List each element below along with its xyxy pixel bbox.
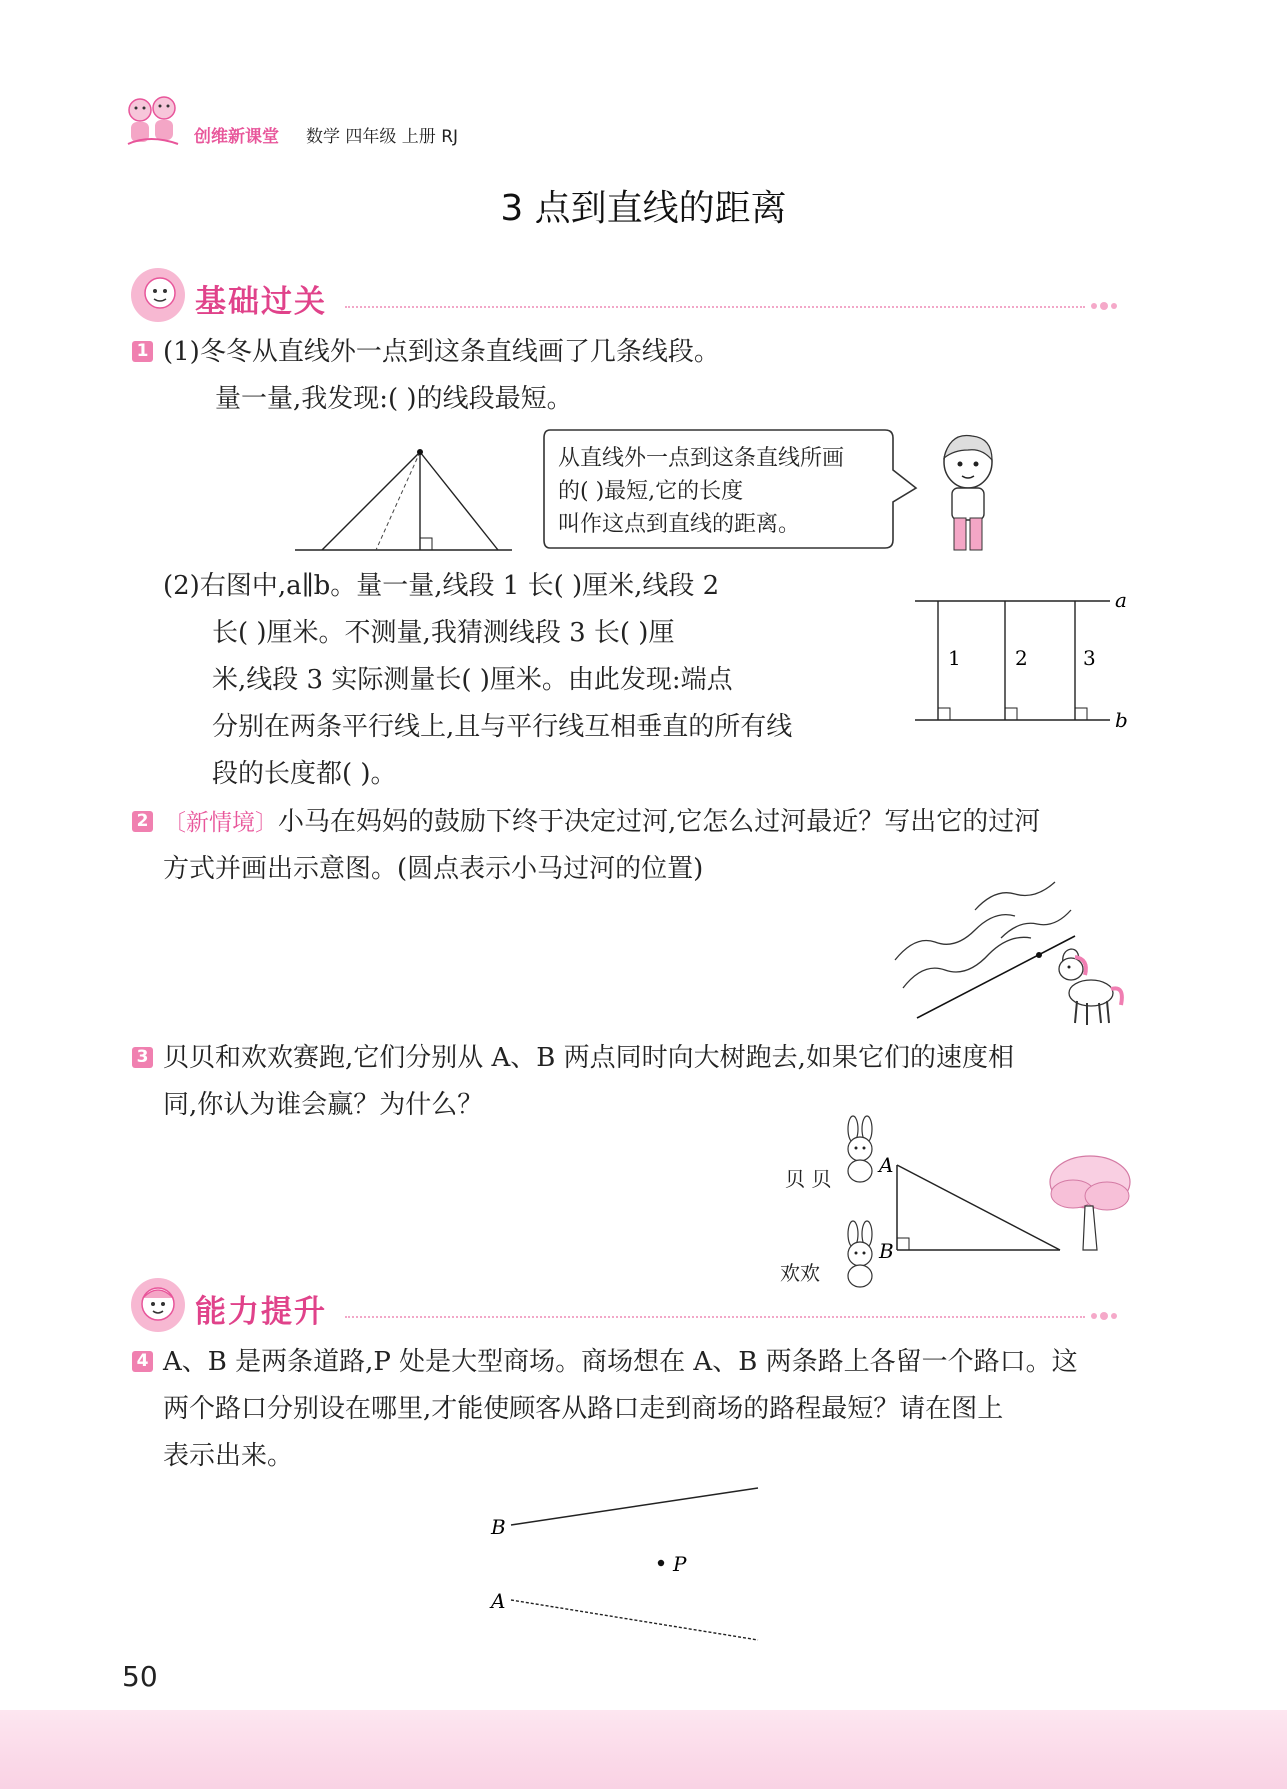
q3-line1: 贝贝和欢欢赛跑,它们分别从 A、B 两点同时向大树跑去,如果它们的速度相	[163, 1043, 1014, 1073]
page-header	[120, 88, 640, 158]
brand-name: 创维新课堂	[194, 127, 279, 147]
question-number-3: 3	[132, 1047, 153, 1068]
section-divider	[345, 306, 1085, 308]
q1-part2-line1: (2)右图中,a∥b。量一量,线段 1 长( )厘米,线段 2	[163, 571, 720, 601]
teacher-avatar-icon	[129, 266, 187, 324]
dots-decoration-icon	[1089, 1308, 1119, 1324]
bubble-line-1: 从直线外一点到这条直线所画	[558, 446, 845, 471]
point-b-label: B	[879, 1239, 894, 1260]
new-context-tag: 〔新情境〕	[163, 810, 278, 836]
tree-illustration-icon	[1045, 1150, 1135, 1255]
q2-line2: 方式并画出示意图。(圆点表示小马过河的位置)	[163, 854, 704, 884]
q1-part2-line2: 长( )厘米。不测量,我猜测线段 3 长( )厘	[212, 618, 675, 648]
page-number: 50	[122, 1660, 158, 1693]
road-b-label: B	[491, 1515, 506, 1539]
question-number-1: 1	[132, 341, 153, 362]
bubble-line-3: 叫作这点到直线的距离。	[558, 512, 801, 537]
lesson-title: 3 点到直线的距离	[500, 188, 787, 229]
beibei-label: 贝 贝	[785, 1167, 832, 1191]
line-a-label: a	[1115, 588, 1127, 612]
q1-part2-line3: 米,线段 3 实际测量长( )厘米。由此发现:端点	[212, 665, 733, 695]
section-header-advanced	[125, 1272, 1125, 1336]
section-title-advanced: 能力提升	[195, 1294, 327, 1330]
boy-illustration-icon	[930, 430, 1010, 555]
book-info: 数学 四年级 上册 RJ	[306, 127, 459, 147]
dots-decoration-icon	[1089, 298, 1119, 314]
road-a-label: A	[491, 1589, 506, 1613]
mall-p-label: P	[673, 1552, 687, 1576]
segment-1-label: 1	[948, 646, 961, 670]
q1-part2-line4: 分别在两条平行线上,且与平行线互相垂直的所有线	[212, 712, 793, 742]
section-title-basic: 基础过关	[195, 284, 327, 320]
roads-figure	[485, 1480, 765, 1645]
footer-band	[0, 1710, 1287, 1789]
question-number-2: 2	[132, 811, 153, 832]
q1-part1-line2: 量一量,我发现:( )的线段最短。	[215, 384, 573, 414]
q1-part1-line1: (1)冬冬从直线外一点到这条直线画了几条线段。	[163, 337, 720, 367]
bubble-line-2: 的( )最短,它的长度	[558, 479, 744, 504]
section-header-basic	[125, 262, 1125, 326]
point-a-label: A	[879, 1153, 894, 1177]
speech-bubble	[542, 428, 902, 550]
huanhuan-label: 欢欢	[780, 1261, 820, 1285]
parallel-lines-figure	[910, 585, 1135, 735]
bubble-text	[558, 442, 893, 541]
race-triangle-figure	[875, 1150, 1065, 1260]
kids-logo-icon	[120, 88, 190, 158]
q2-line1	[163, 806, 1040, 839]
segment-3-label: 3	[1083, 646, 1096, 670]
section-divider	[345, 1316, 1085, 1318]
q1-part2-line5: 段的长度都( )。	[212, 759, 397, 789]
q4-line2: 两个路口分别设在哪里,才能使顾客从路口走到商场的路程最短？请在图上	[163, 1394, 1004, 1424]
question-number-4: 4	[132, 1351, 153, 1372]
pony-illustration-icon	[1045, 945, 1125, 1030]
q4-line3: 表示出来。	[163, 1441, 294, 1471]
student-avatar-icon	[129, 1276, 187, 1334]
segment-2-label: 2	[1015, 646, 1028, 670]
perpendicular-lines-figure	[290, 440, 520, 555]
line-b-label: b	[1115, 708, 1128, 732]
q2-line1-text: 小马在妈妈的鼓励下终于决定过河,它怎么过河最近？写出它的过河	[278, 807, 1041, 837]
q3-line2: 同,你认为谁会赢？为什么？	[163, 1090, 484, 1120]
q4-line1: A、B 是两条道路,P 处是大型商场。商场想在 A、B 两条路上各留一个路口。这	[163, 1347, 1078, 1377]
